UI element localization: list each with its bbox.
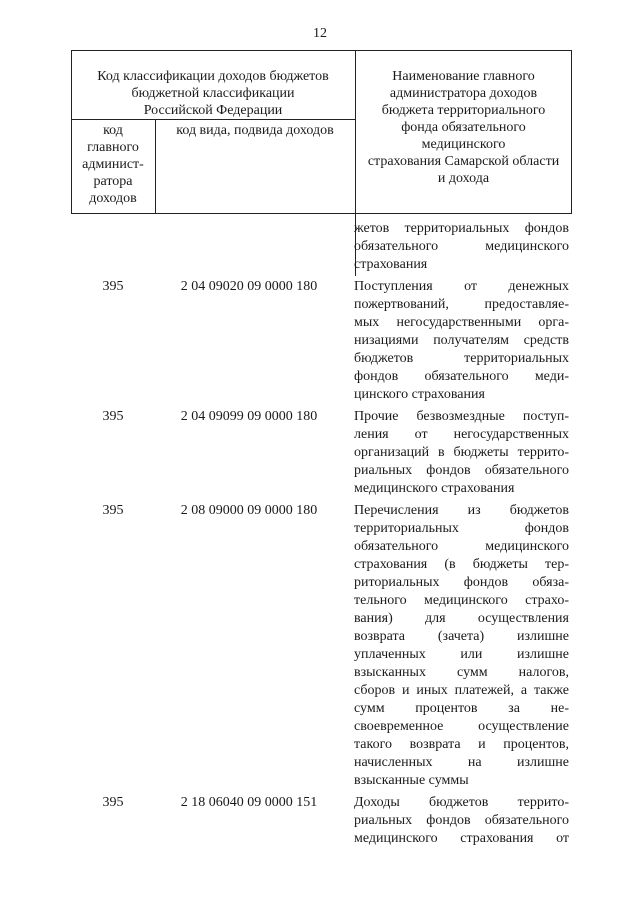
row-name: Перечисления из бюджетов территориальных фондов обязательного медицинского страхования (в бюджеты тер- риториальных фондов обяза- тельного медицинского страхо- вания) для осуществления возврата (зачета) излишне уплаченных или излишне взысканных сумм налогов, сборов и иных платежей, а также сумм процентов за не- своевременное осуществление такого возврата и процентов, начисленных на излишне взысканные суммы [354, 503, 569, 788]
admin-code: 395 [102, 279, 124, 294]
header-col-admin: код главного админист- ратора доходов [82, 123, 144, 206]
header-col-name: Наименование главного администратора доходов бюджета территориального фонда обязательного медицинского страхования Самарской области и дохода [367, 69, 560, 186]
admin-code: 395 [102, 795, 124, 810]
income-code: 2 08 09000 09 0000 180 [180, 503, 318, 518]
income-code: 2 18 06040 09 0000 151 [180, 795, 318, 810]
row-name: Поступления от денежных пожертвований, предоставляе- мых негосударственными орга- низациями получателям средств бюджетов территориальных фондов обязательного меди- цинского страхования [354, 279, 569, 402]
row-name: жетов территориальных фондов обязательного медицинского страхования [354, 221, 569, 272]
income-code: 2 04 09099 09 0000 180 [180, 409, 318, 424]
row-name: Прочие безвозмездные поступ- ления от негосударственных организаций в бюджеты террито- риальных фондов обязательного медицинского страхования [354, 409, 569, 496]
page-number: 12 [313, 26, 327, 41]
admin-code: 395 [102, 503, 124, 518]
admin-code: 395 [102, 409, 124, 424]
income-code: 2 04 09020 09 0000 180 [180, 279, 318, 294]
header-col-income-type: код вида, подвида доходов [176, 123, 334, 138]
row-name: Доходы бюджетов террито- риальных фондов обязательного медицинского страхования от [354, 795, 569, 846]
header-group-title: Код классификации доходов бюджетов бюджетной классификации Российской Федерации [97, 69, 329, 118]
header-divider-group [71, 119, 355, 120]
